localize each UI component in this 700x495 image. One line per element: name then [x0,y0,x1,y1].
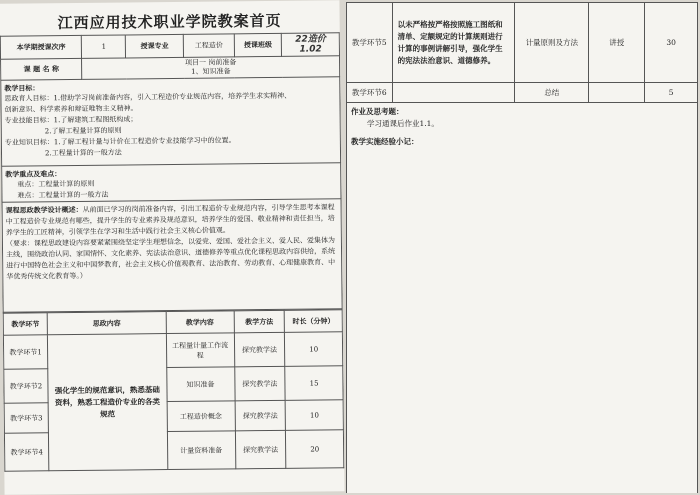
ideology-design-section [2,199,343,313]
objectives-section [0,77,341,167]
objectives-header: 教学目标： [4,83,40,93]
header-section: 教学环节 [3,313,47,335]
teaching-steps-table-cont [346,2,698,103]
row-section: 教学环节6 [347,83,393,103]
row-method: 探究教学法 [234,366,285,401]
page-title: 江西应用技术职业学院教案首页 [57,11,282,33]
ideology-requirements: （要求：课程思政建设内容要紧紧围绕坚定学生理想信念，以爱党、爱国、爱社会主义、爱人民、爱集体为主线，围绕政治认同、家国情怀、文化素养、宪法法治意识、道德修养等重点优化课程思政内容供给，系统进行中国特色社会主义和中国梦教育，社会主义核心价值观教育、法治教育、劳动教育、心理健康教育、中华优秀传统文化教育等。） [5,236,336,281]
ideology-design-text: 从前面已学习的岗前准备内容，引出工程造价专业规范内容，引导学生思考本课程中工程造价专业规范有哪些，提升学生的专业素养及规范意识，培养学生的爱国、敬业精神和责任担当，培养学生的工匠精神，引领学生在学习和生活中践行社会主义核心价值观。 [5,203,335,237]
knowledge-objective-1: 专业知识目标：1.了解工程计量与计价在工程造价专业技能学习中的位置。 [4,136,236,147]
topic-line-1: 项目一 岗前准备 [185,58,237,67]
skill-objective-1: 专业技能目标：1.了解建筑工程图纸构成； [4,115,138,125]
homework-text: 学习通课后作业1.1。 [367,119,439,128]
major-value: 工程造价 [183,34,234,58]
knowledge-objective-2: 2.工程量计算的一般方法 [44,148,122,158]
header-content: 教学内容 [166,311,234,334]
row-time: 5 [645,83,698,103]
order-label: 本学期授课次序 [0,35,82,59]
teaching-steps-table [3,309,345,472]
key-focus: 重点：工程量计算的原则 [17,179,95,189]
reflection-header: 教学实施经验小记： [351,137,419,146]
row-time: 15 [285,366,343,401]
row-method: 探究教学法 [234,332,285,367]
order-value: 1 [82,35,126,58]
lesson-plan-page-1 [0,0,345,495]
row-content: 知识准备 [166,367,234,402]
reflection-section [346,133,698,493]
major-label: 授课专业 [126,34,184,58]
homework-section [346,103,698,133]
row-ideology-shared: 强化学生的规范意识，熟悉基础资料，熟悉工程造价专业的各类规范 [47,334,167,471]
key-points-section [1,163,341,203]
header-time: 时长（分钟） [285,310,343,333]
row-content: 总结 [515,83,589,103]
row-time: 30 [645,3,698,83]
header-method: 教学方法 [234,310,285,333]
row-method: 探究教学法 [235,430,286,469]
topic-label: 课 题 名 称 [1,58,83,80]
row-section: 教学环节5 [347,3,393,83]
ideology-objective-cont: 创新意识、科学素养和辩证唯物主义精神。 [4,104,138,114]
row-time: 20 [286,430,344,469]
table-row [347,3,698,83]
key-difficulty: 难点：工程量计算的一般方法 [17,190,109,200]
row-section: 教学环节4 [4,433,48,471]
table-row [3,332,342,370]
row-content: 工程造价概念 [167,401,235,432]
row-content: 工程量计量工作流程 [166,333,234,368]
header-ideology: 思政内容 [47,312,166,335]
course-info-table [0,32,340,81]
row-method: 探究教学法 [235,400,286,431]
topic-line-2: 1、知识准备 [191,67,231,76]
ideology-objective: 思政育人目标：1.借助学习岗前准备内容，引入工程造价专业规范内容，培养学生求实精神、 [4,91,292,103]
row-content: 计量原则及方法 [515,3,589,83]
ideology-design-header: 课程思政教学设计概述： [5,204,83,215]
row-time: 10 [285,400,343,431]
class-value: 22造价1.02 [282,33,340,57]
topic-value [82,56,340,80]
row-section: 教学环节3 [4,403,48,433]
lesson-plan-page-2 [346,2,698,493]
row-method: 讲授 [589,3,645,83]
row-section: 教学环节1 [3,335,47,369]
class-label: 授课班级 [234,33,282,56]
key-points-header: 教学重点及难点： [5,169,62,179]
table-row [347,83,698,103]
row-ideology: 以未严格按严格按照施工图纸和清单、定额规定的计算规则进行计算的事例讲解引导，强化学生的宪法法治意识、道德修养。 [392,3,515,83]
row-time: 10 [285,332,343,367]
skill-objective-2: 2.了解工程量计算的原则 [44,126,122,136]
homework-header: 作业及思考题： [351,107,404,116]
row-section: 教学环节2 [4,369,48,403]
row-content: 计量资料准备 [167,431,235,470]
